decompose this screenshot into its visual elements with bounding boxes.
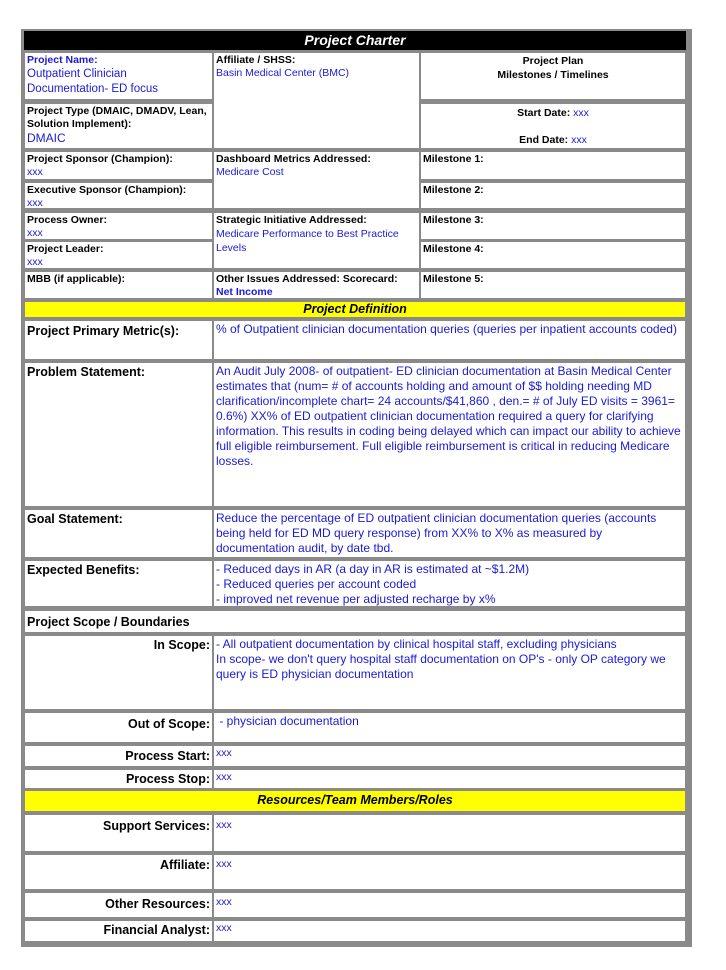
end-date-label: End Date: [519,134,569,146]
scope-header: Project Scope / Boundaries [23,609,687,634]
mbb-cell [23,270,214,300]
in-scope-item: In scope- we don't query hospital staff documentation on OP's - only OP category we query is ED physician documentation [216,652,666,681]
project-plan-label: Project Plan [522,55,584,67]
owner-value: xxx [27,227,43,239]
in-scope-item: - All outpatient documentation by clinical hospital staff, excluding physicians [216,637,617,651]
project-name-cell [23,51,214,101]
resources-header: Resources/Team Members/Roles [23,789,687,813]
charter-title: Project Charter [24,31,686,50]
support-services-value: xxx [212,813,687,853]
milestone-5-cell [419,270,687,300]
affiliate-cell [212,51,421,150]
out-scope-label: Out of Scope: [23,711,214,744]
milestone-3-label: Milestone 3: [423,214,484,226]
in-scope-label: In Scope: [23,634,214,711]
dashboard-cell [212,150,421,210]
strategic-cell [212,211,421,270]
sponsor-value: xxx [27,166,43,178]
out-scope-value: - physician documentation [212,711,687,744]
benefit-item: - Reduced days in AR (a day in AR is estimated at ~$1.2M) [216,562,530,576]
project-plan-cell [419,51,687,101]
milestone-5-label: Milestone 5: [423,273,484,285]
process-start-value: xxx [212,744,687,768]
expected-benefits-label: Expected Benefits: [23,559,214,608]
affiliate-label: Affiliate / SHSS: [216,54,296,66]
exec-sponsor-label: Executive Sponsor (Champion): [27,184,187,196]
process-stop-label: Process Stop: [23,768,214,790]
sponsor-label: Project Sponsor (Champion): [27,153,173,165]
start-date-label: Start Date: [517,107,571,119]
owner-cell [23,211,214,241]
leader-label: Project Leader: [27,243,104,255]
milestones-timelines-label: Milestones / Timelines [497,69,609,81]
project-name-label: Project Name: [27,54,98,66]
problem-statement-label: Problem Statement: [23,361,214,508]
strategic-label: Strategic Initiative Addressed: [216,214,367,226]
leader-value: xxx [27,256,43,268]
milestone-4-label: Milestone 4: [423,243,484,255]
other-resources-value: xxx [212,891,687,919]
milestone-2-cell [419,181,687,210]
other-resources-label: Other Resources: [23,891,214,919]
other-issues-value: Net Income [216,286,273,298]
goal-statement-value: Reduce the percentage of ED outpatient clinician documentation queries (accounts being held for ED MD query response) from XX% to X% as measured by documentation audit, by date tbd. [212,508,687,559]
support-services-label: Support Services: [23,813,214,853]
financial-analyst-label: Financial Analyst: [23,919,214,943]
milestone-2-label: Milestone 2: [423,184,484,196]
affiliate-resource-label: Affiliate: [23,853,214,891]
start-date-value: xxx [573,107,589,119]
end-date-value: xxx [571,134,587,146]
other-issues-cell [212,270,421,300]
strategic-value: Medicare Performance to Best Practice Levels [216,228,399,254]
affiliate-resource-value: xxx [212,853,687,891]
process-stop-value: xxx [212,768,687,790]
dates-cell [419,102,687,150]
project-type-label: Project Type (DMAIC, DMADV, Lean, Solution Implement): [27,105,207,130]
process-start-label: Process Start: [23,744,214,768]
primary-metric-label: Project Primary Metric(s): [23,319,214,361]
project-name-value: Outpatient Clinician Documentation- ED focus [27,68,159,95]
benefit-item: - Reduced queries per account coded [216,577,417,591]
mbb-label: MBB (if applicable): [27,273,126,285]
dashboard-label: Dashboard Metrics Addressed: [216,153,371,165]
financial-analyst-value: xxx [212,919,687,943]
exec-sponsor-cell [23,181,214,210]
milestone-3-cell [419,211,687,241]
milestone-1-cell [419,150,687,181]
exec-sponsor-value: xxx [27,197,43,209]
benefit-item: - improved net revenue per adjusted recharge by x% [216,592,496,606]
in-scope-value [212,634,687,711]
milestone-4-cell [419,240,687,270]
project-type-cell [23,102,214,150]
affiliate-value: Basin Medical Center (BMC) [216,67,350,79]
milestone-1-label: Milestone 1: [423,153,484,165]
dashboard-value: Medicare Cost [216,166,284,178]
primary-metric-value: % of Outpatient clinician documentation queries (queries per inpatient accounts coded) [212,319,687,361]
leader-cell [23,240,214,270]
sponsor-cell [23,150,214,181]
other-issues-label: Other Issues Addressed: Scorecard: [216,273,398,285]
problem-statement-value: An Audit July 2008- of outpatient- ED clinician documentation at Basin Medical Center estimates that (num= # of accounts holding and amount of $$ holding needing MD clarification/incomplete chart= 24 accounts/$41,860 , den.= # of July ED visits = 3961= 0.6%) XX% of ED outpatient clinician documentation required a query for clarifying information. This results in coding being delayed which can impact our ability to achieve full eligible reimbursement. Full eligible reimbursement is critical in reducing Medicare losses. [212,361,687,508]
project-type-value: DMAIC [27,131,66,145]
goal-statement-label: Goal Statement: [23,508,214,559]
expected-benefits-value [212,559,687,608]
project-definition-header: Project Definition [23,300,687,319]
owner-label: Process Owner: [27,214,107,226]
